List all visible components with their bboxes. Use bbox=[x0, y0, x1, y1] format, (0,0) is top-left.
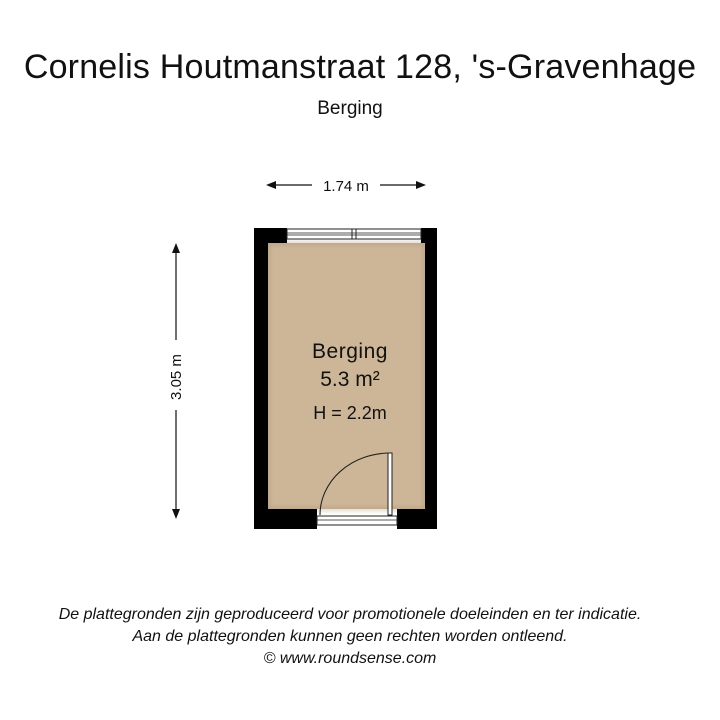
height-dimension bbox=[168, 243, 185, 519]
room-area: 5.3 m² bbox=[320, 368, 380, 391]
disclaimer-line-2: Aan de plattegronden kunnen geen rechten worden ontleend. bbox=[132, 628, 568, 645]
page-title: Cornelis Houtmanstraat 128, 's-Gravenhage bbox=[23, 48, 697, 86]
door-threshold bbox=[317, 516, 397, 525]
room-ceiling-height: H = 2.2m bbox=[313, 403, 387, 423]
disclaimer-line-1: De plattegronden zijn geproduceerd voor promotionele doeleinden en ter indicatie. bbox=[58, 606, 642, 623]
copyright-line: © www.roundsense.com bbox=[263, 650, 437, 667]
width-label: 1.74 m bbox=[323, 178, 369, 195]
floor-subtitle: Berging bbox=[317, 98, 383, 119]
top-window bbox=[287, 229, 421, 239]
room-name: Berging bbox=[312, 340, 388, 363]
width-dimension bbox=[266, 178, 426, 195]
disclaimer bbox=[0, 604, 700, 670]
height-label: 3.05 m bbox=[168, 354, 185, 400]
